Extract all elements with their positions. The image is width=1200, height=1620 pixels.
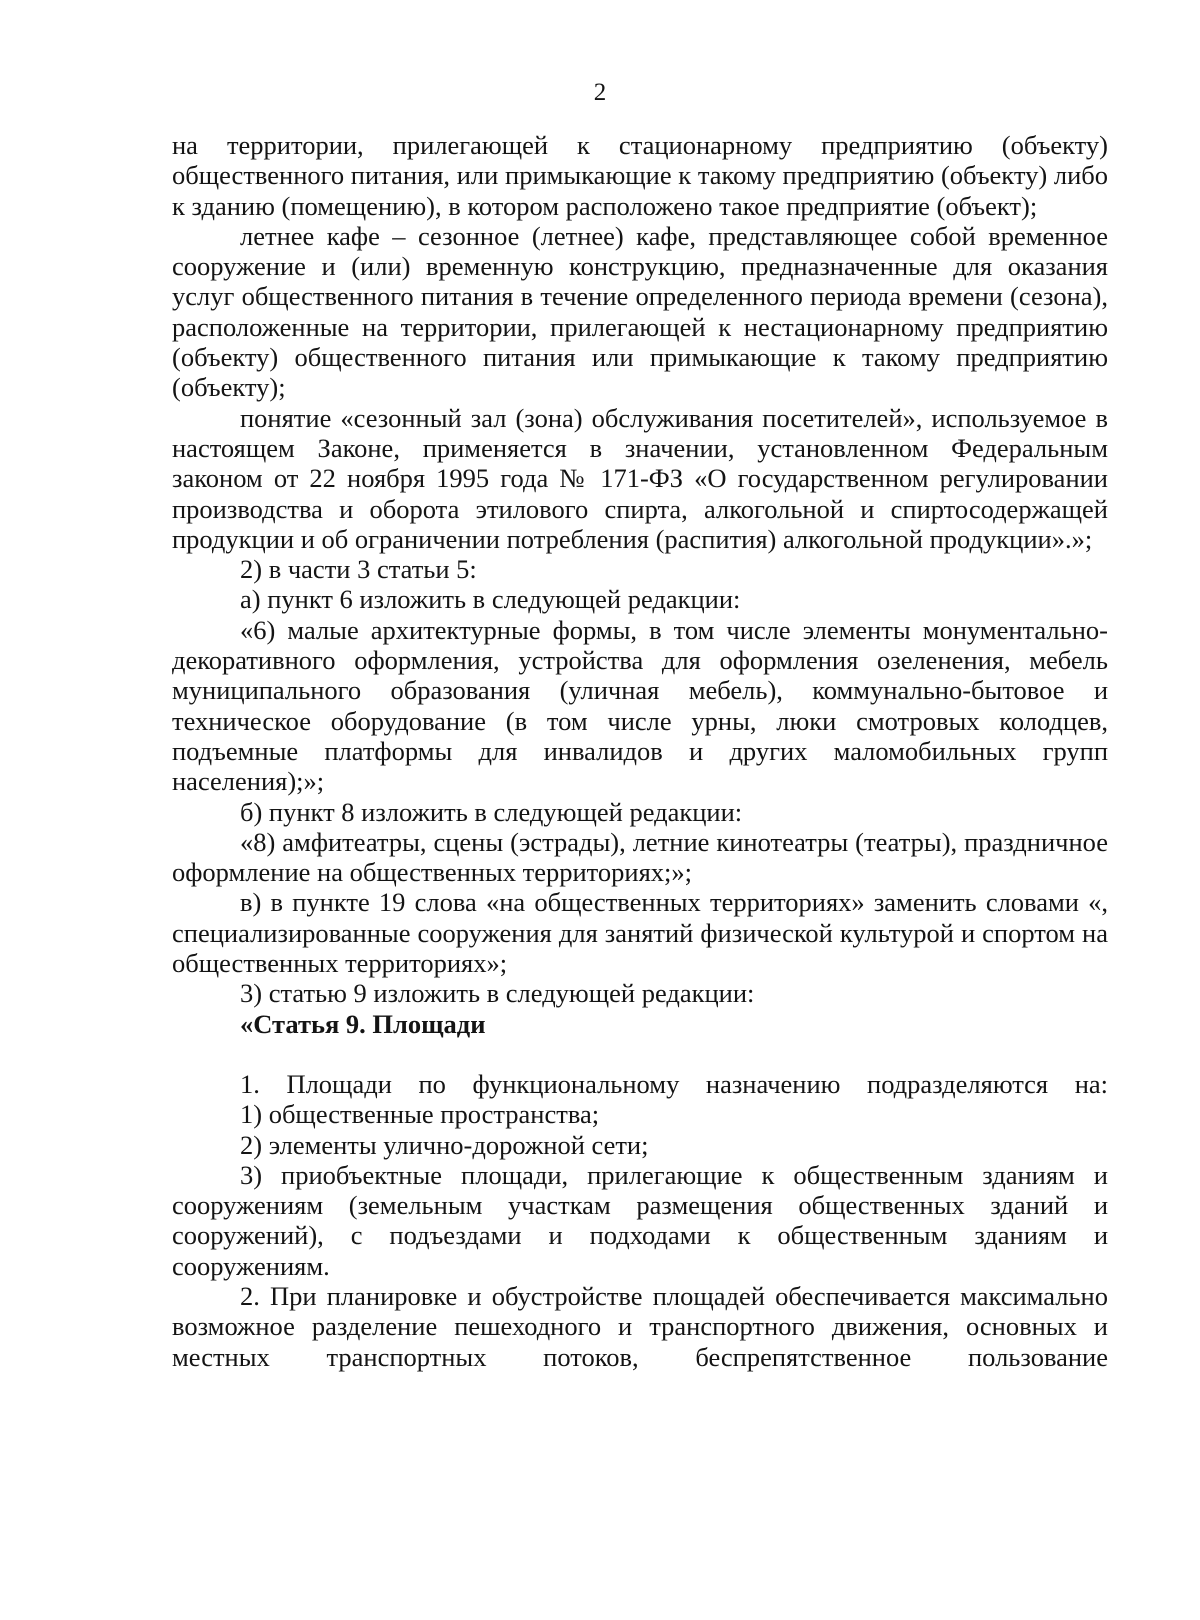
paragraph: 2) в части 3 статьи 5:: [240, 554, 477, 585]
page-number: 2: [593, 79, 607, 106]
document-body: [172, 130, 1108, 1372]
article-paragraph: 2. При планировке и обустройстве площадей обеспечивается максимально возможное разделение пешеходного и транспортного движения, основных и местных транспортных потоков, беспрепятственное пользование: [172, 1280, 1108, 1372]
paragraph: 3) статью 9 изложить в следующей редакции:: [240, 978, 755, 1009]
heading-spacer: [172, 1039, 1108, 1069]
paragraph: в) в пункте 19 слова «на общественных территориях» заменить словами «, специализированные сооружения для занятий физической культурой и спортом на общественных территориях»;: [172, 887, 1108, 979]
paragraph: летнее кафе – сезонное (летнее) кафе, представляющее собой временное сооружение и (или) временную конструкцию, предназначенные для оказания услуг общественного питания в течение определенного периода времени (сезона), расположенные на территории, прилегающей к нестационарному предприятию (объекту) общественного питания или примыкающие к такому предприятию (объекту);: [172, 220, 1108, 403]
article-heading: «Статья 9. Площади: [240, 1008, 486, 1039]
paragraph: б) пункт 8 изложить в следующей редакции:: [240, 796, 743, 827]
article-paragraph: 1) общественные пространства;: [240, 1099, 600, 1130]
paragraph: понятие «сезонный зал (зона) обслуживания посетителей», используемое в настоящем Законе, применяется в значении, установленном Федеральным законом от 22 ноября 1995 года № 171-ФЗ «О государственном регулировании производства и оборота этилового спирта, алкогольной и спиртосодержащей продукции и об ограничении потребления (распития) алкогольной продукции».»;: [172, 402, 1108, 554]
paragraph: на территории, прилегающей к стационарному предприятию (объекту) общественного питания, или примыкающие к такому предприятию (объекту) либо к зданию (помещению), в котором расположено такое предприятие (объект);: [172, 130, 1108, 221]
paragraph: «8) амфитеатры, сцены (эстрады), летние кинотеатры (театры), праздничное оформление на общественных территориях;»;: [172, 826, 1108, 888]
article-paragraph: 2) элементы улично-дорожной сети;: [240, 1129, 649, 1160]
article-paragraph: 1. Площади по функциональному назначению подразделяются на:: [240, 1068, 1108, 1099]
paragraph: а) пункт 6 изложить в следующей редакции:: [240, 584, 741, 615]
paragraph: «6) малые архитектурные формы, в том числе элементы монументально-декоративного оформления, устройства для оформления озеленения, мебель муниципального образования (уличная мебель), коммунально-бытовое и техническое оборудование (в том числе урны, люки смотровых колодцев, подъемные платформы для инвалидов и других маломобильных групп населения);»;: [172, 614, 1108, 797]
article-paragraph: 3) приобъектные площади, прилегающие к общественным зданиям и сооружениям (земельным участкам размещения общественных зданий и сооружений), с подъездами и подходами к общественным зданиям и сооружениям.: [172, 1159, 1108, 1281]
